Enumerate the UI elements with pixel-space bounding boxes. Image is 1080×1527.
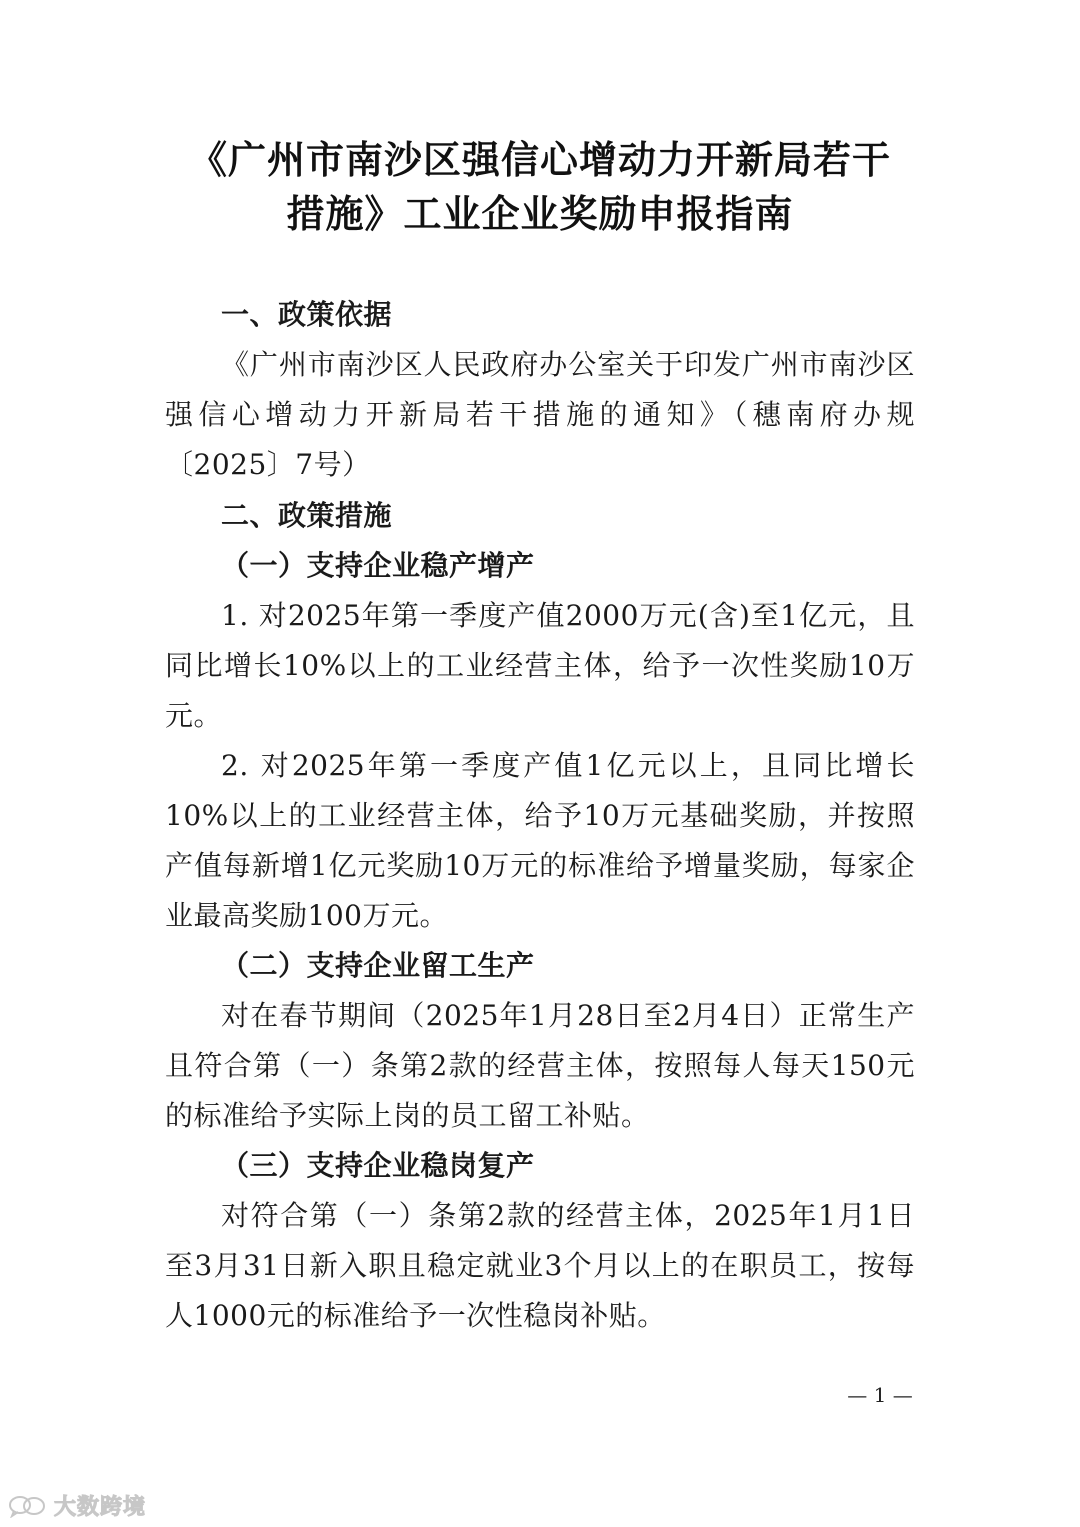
subsection-heading: （三）支持企业稳岗复产 <box>221 1149 535 1182</box>
watermark-text: 大数跨境 <box>54 1495 147 1520</box>
document-title-line-2: 措施》工业企业奖励申报指南 <box>286 192 794 236</box>
section-heading: 一、政策依据 <box>221 298 393 331</box>
subsection-heading: （二）支持企业留工生产 <box>221 949 535 982</box>
page-number: — 1 — <box>847 1383 913 1407</box>
watermark <box>8 1490 146 1521</box>
subsection-paragraph: 对符合第（一）条第2款的经营主体，2025年1月1日至3月31日新入职且稳定就业3个月以上的在职员工，按每人1000元的标准给予一次性稳岗补贴。 <box>165 1199 915 1332</box>
document-title-line-1: 《广州市南沙区强信心增动力开新局若干 <box>188 138 891 182</box>
list-item: 1. 对2025年第一季度产值2000万元(含)至1亿元，且同比增长10%以上的工业经营主体，给予一次性奖励10万元。 <box>165 599 915 732</box>
section-policy-basis <box>165 290 915 490</box>
subsection-heading: （一）支持企业稳产增产 <box>221 549 535 582</box>
subsection-paragraph: 对在春节期间（2025年1月28日至2月4日）正常生产且符合第（一）条第2款的经营主体，按照每人每天150元的标准给予实际上岗的员工留工补贴。 <box>165 999 915 1132</box>
section-heading: 二、政策措施 <box>221 499 393 532</box>
list-item: 2. 对2025年第一季度产值1亿元以上，且同比增长10%以上的工业经营主体，给予10万元基础奖励，并按照产值每新增1亿元奖励10万元的标准给予增量奖励，每家企业最高奖励100万元。 <box>165 749 915 932</box>
section-policy-measures <box>165 491 915 1341</box>
section-paragraph: 《广州市南沙区人民政府办公室关于印发广州市南沙区强信心增动力开新局若干措施的通知》（穗南府办规〔2025〕7号） <box>165 348 915 481</box>
chat-bubble-logo-icon <box>8 1494 48 1518</box>
